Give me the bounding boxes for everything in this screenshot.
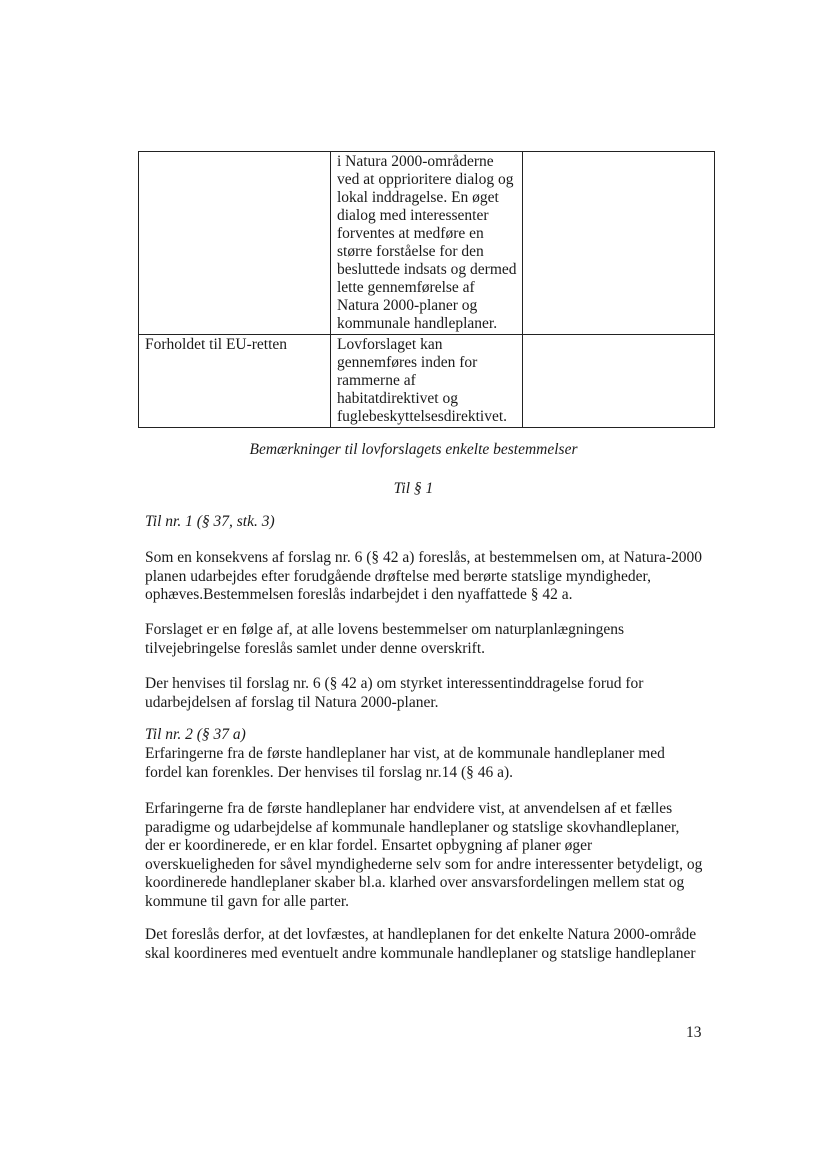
table-cell-topic: [139, 152, 331, 335]
paragraph-line: Det foreslås derfor, at det lovfæstes, at handleplanen for det enkelte Natura 2000-område: [145, 926, 697, 943]
cell-line: dialog med interessenter: [337, 207, 489, 224]
table-cell-notes: [523, 152, 715, 335]
cell-line: Lovforslaget kan: [337, 336, 443, 353]
subsection-heading: Til § 1: [393, 480, 434, 497]
cell-line: besluttede indsats og dermed: [337, 261, 517, 278]
page-number: 13: [686, 1024, 702, 1041]
table-cell-description: [331, 335, 523, 428]
cell-line: forventes at medføre en: [337, 225, 484, 242]
paragraph-line: koordinerede handleplaner skaber bl.a. klarhed over ansvarsfordelingen mellem stat og: [145, 874, 685, 891]
paragraph-line: fordel kan forenkles. Der henvises til forslag nr.14 (§ 46 a).: [145, 763, 514, 781]
paragraph: [145, 549, 725, 605]
cell-line: ved at opprioritere dialog og: [337, 171, 514, 188]
table-row: [139, 335, 715, 428]
cell-line: større forståelse for den: [337, 243, 484, 260]
item2-title: Til nr. 2 (§ 37 a): [145, 726, 246, 743]
table-row: [139, 152, 715, 335]
paragraph-line: der er koordinerede, er en klar fordel. Ensartet opbygning af planer øger: [145, 837, 593, 854]
paragraph: [145, 745, 725, 782]
paragraph-line: udarbejdelsen af forslag til Natura 2000-planer.: [145, 693, 439, 711]
table-cell-topic: Forholdet til EU-retten: [139, 335, 331, 428]
paragraph-line: paradigme og udarbejdelse af kommunale handleplaner og statslige skovhandleplaner,: [145, 818, 680, 836]
paragraph-line: Der henvises til forslag nr. 6 (§ 42 a) om styrket interessentinddragelse forud for: [145, 675, 644, 692]
paragraph-line: overskueligheden for såvel myndighederne selv som for andre interessenter betydeligt, og: [145, 855, 703, 873]
cell-line: i Natura 2000-områderne: [337, 153, 494, 170]
paragraph-line: ophæves.Bestemmelsen foreslås indarbejdet i den nyaffattede § 42 a.: [145, 586, 573, 603]
paragraph: [145, 675, 725, 712]
item1-title: Til nr. 1 (§ 37, stk. 3): [145, 513, 275, 530]
paragraph-line: tilvejebringelse foreslås samlet under denne overskrift.: [145, 639, 486, 657]
table-cell-description: [331, 152, 523, 335]
paragraph-line: Erfaringerne fra de første handleplaner har vist, at de kommunale handleplaner med: [145, 745, 665, 762]
paragraph-line: kommune til gavn for alle parter.: [145, 892, 350, 910]
provisions-table: [138, 151, 715, 428]
paragraph: [145, 800, 725, 911]
cell-line: lokal inddragelse. En øget: [337, 189, 499, 206]
paragraph-line: planen udarbejdes efter forudgående drøftelse med berørte statslige myndigheder,: [145, 567, 651, 585]
cell-line: lette gennemførelse af: [337, 279, 475, 296]
paragraph: [145, 926, 725, 963]
section-heading: Bemærkninger til lovforslagets enkelte bestemmelser: [249, 441, 578, 458]
paragraph-line: Erfaringerne fra de første handleplaner har endvidere vist, at anvendelsen af et fælles: [145, 800, 673, 817]
cell-line: Natura 2000-planer og: [337, 297, 478, 314]
cell-line: gennemføres inden for: [337, 354, 478, 371]
paragraph-line: Forslaget er en følge af, at alle lovens bestemmelser om naturplanlægningens: [145, 621, 625, 638]
cell-line: kommunale handleplaner.: [337, 315, 498, 332]
cell-line: fuglebeskyttelsesdirektivet.: [337, 408, 508, 425]
cell-line: rammerne af: [337, 372, 416, 389]
paragraph-line: Som en konsekvens af forslag nr. 6 (§ 42 a) foreslås, at bestemmelsen om, at Natura-2000: [145, 549, 702, 566]
table-cell-notes: [523, 335, 715, 428]
paragraph-line: skal koordineres med eventuelt andre kommunale handleplaner og statslige handleplaner: [145, 944, 696, 962]
cell-line: habitatdirektivet og: [337, 390, 458, 407]
paragraph: [145, 621, 725, 658]
